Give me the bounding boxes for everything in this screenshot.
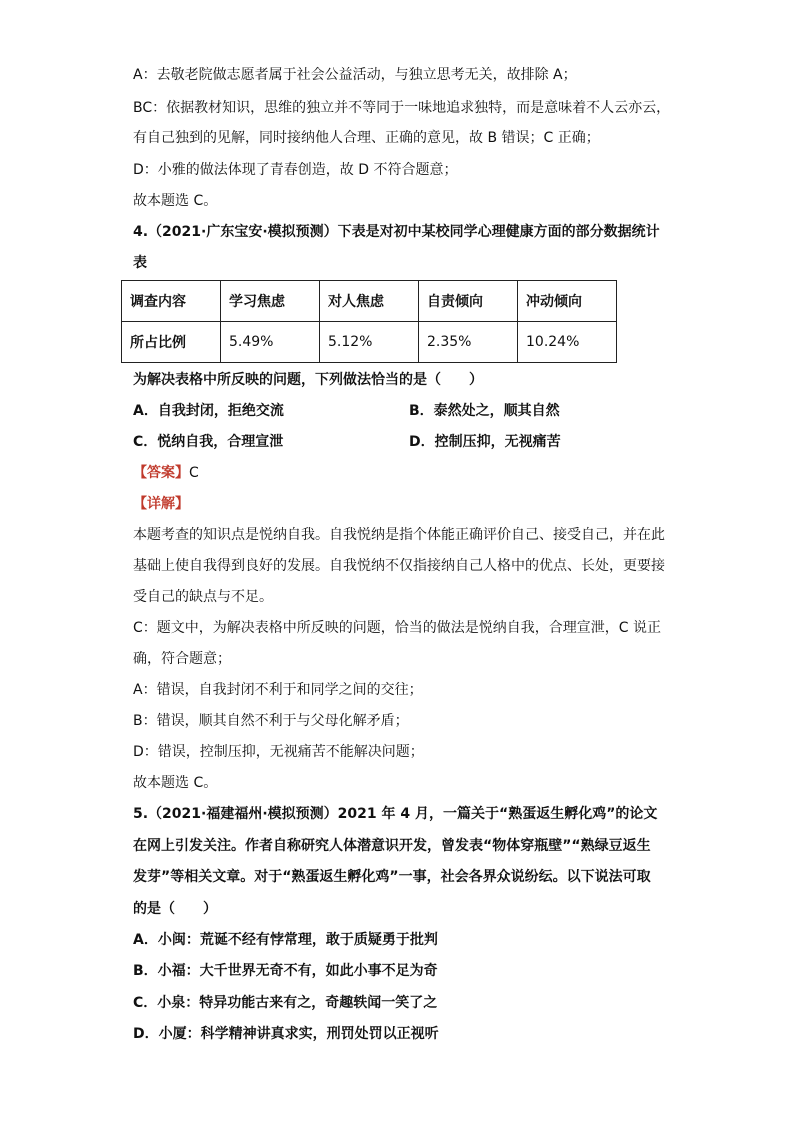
- q4-option-b: B．泰然处之，顺其自然: [409, 403, 560, 419]
- q4-detail-line: D：错误，控制压抑，无视痛苦不能解决问题；: [133, 744, 424, 760]
- table-row: [122, 322, 617, 363]
- q5-stem-line: 发芽”等相关文章。对于“熟蛋返生孵化鸡”一事，社会各界众说纷纭。以下说法可取: [133, 869, 651, 885]
- q4-detail-heading: [133, 494, 189, 514]
- answer-tag: 【答案】: [133, 465, 189, 481]
- table-cell: 5.12%: [320, 322, 419, 363]
- survey-table: [121, 280, 617, 363]
- q4-detail-line: 基础上使自我得到良好的发展。自我悦纳不仅指接纳自己人格中的优点、长处，更要接: [133, 558, 665, 574]
- table-cell: 5.49%: [221, 322, 320, 363]
- table-header-cell: 冲动倾向: [518, 281, 617, 322]
- q4-detail-line: 故本题选 C。: [133, 775, 218, 791]
- q4-question: 为解决表格中所反映的问题，下列做法恰当的是（ ）: [133, 372, 483, 388]
- table-header-cell: 对人焦虑: [320, 281, 419, 322]
- table-cell: 10.24%: [518, 322, 617, 363]
- q4-answer: [133, 463, 199, 483]
- table-header-cell: 自责倾向: [419, 281, 518, 322]
- table-cell: 2.35%: [419, 322, 518, 363]
- q4-detail-line: 受自己的缺点与不足。: [133, 589, 273, 605]
- table-header-cell: 学习焦虑: [221, 281, 320, 322]
- q5-stem-line: 在网上引发关注。作者自称研究人体潜意识开发，曾发表“物体穿瓶壁”“熟绿豆返生: [133, 838, 651, 854]
- table-cell: 所占比例: [122, 322, 221, 363]
- q5-option-c: C．小泉：特异功能古来有之，奇趣轶闻一笑了之: [133, 995, 438, 1011]
- table-header-row: [122, 281, 617, 322]
- prev-explanation-line: A：去敬老院做志愿者属于社会公益活动，与独立思考无关，故排除 A；: [133, 67, 577, 83]
- prev-explanation-line: D：小雅的做法体现了青春创造，故 D 不符合题意；: [133, 162, 458, 178]
- q5-option-b: B．小福：大千世界无奇不有，如此小事不足为奇: [133, 963, 438, 979]
- table-header-cell: 调查内容: [122, 281, 221, 322]
- q5-stem-line: 5.（2021·福建福州·模拟预测）2021 年 4 月，一篇关于“熟蛋返生孵化鸡”的论文: [133, 806, 658, 822]
- q4-stem: 4.（2021·广东宝安·模拟预测）下表是对初中某校同学心理健康方面的部分数据统计: [133, 224, 660, 240]
- q4-stem-cont: 表: [133, 255, 147, 271]
- q5-option-a: A．小闽：荒诞不经有悖常理，敢于质疑勇于批判: [133, 932, 438, 948]
- prev-explanation-line: 有自己独到的见解，同时接纳他人合理、正确的意见，故 B 错误；C 正确；: [133, 130, 600, 146]
- q4-detail-line: A：错误，自我封闭不利于和同学之间的交往；: [133, 682, 423, 698]
- q4-option-a: A．自我封闭，拒绝交流: [133, 403, 284, 419]
- answer-value: C: [189, 465, 199, 481]
- q4-option-c: C．悦纳自我，合理宣泄: [133, 434, 284, 450]
- q5-option-d: D．小厦：科学精神讲真求实，刑罚处罚以正视听: [133, 1026, 439, 1042]
- q4-detail-line: C：题文中，为解决表格中所反映的问题，恰当的做法是悦纳自我，合理宣泄，C 说正: [133, 620, 661, 636]
- q5-stem-line: 的是（ ）: [133, 901, 217, 917]
- q4-detail-line: B：错误，顺其自然不利于与父母化解矛盾；: [133, 713, 409, 729]
- q4-detail-line: 确，符合题意；: [133, 651, 231, 667]
- q4-detail-line: 本题考查的知识点是悦纳自我。自我悦纳是指个体能正确评价自己、接受自己，并在此: [133, 527, 665, 543]
- q4-option-d: D．控制压抑，无视痛苦: [409, 434, 561, 450]
- prev-explanation-line: 故本题选 C。: [133, 193, 218, 209]
- prev-explanation-line: BC：依据教材知识，思维的独立并不等同于一味地追求独特，而是意味着不人云亦云，: [133, 100, 671, 116]
- detail-tag: 【详解】: [133, 496, 189, 512]
